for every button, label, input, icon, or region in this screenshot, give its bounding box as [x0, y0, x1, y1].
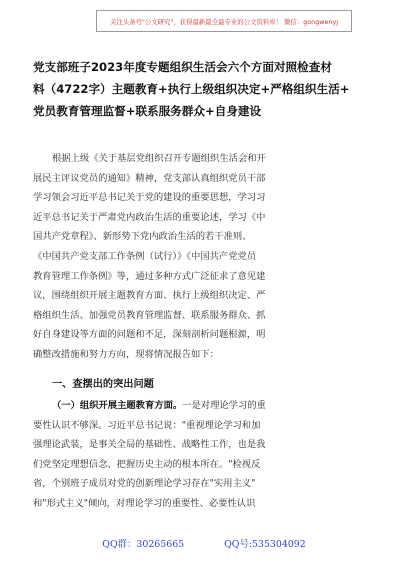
paragraph-line: 要性认识不够深。习近平总书记说："重视理论学习和加 [33, 419, 261, 431]
qq-contact-number: QQ号:535304092 [224, 539, 306, 550]
title-line: 料（4722字）主题教育+执行上级组织决定+严格组织生活+ [33, 82, 350, 96]
paragraph-line: 格组织生活、加强党员教育管理监督、联系服务群众、抓 [33, 309, 266, 321]
paragraph-line: 确整改措施和努力方向，现将情况报告如下： [33, 348, 219, 360]
paragraph-line: 好自身建设等方面的问题和不足，深刻剖析问题根源，明 [33, 329, 266, 341]
qq-group-number: QQ群：30265665 [102, 539, 185, 550]
paragraph-line: 近平总书记关于严肃党内政治生活的重要论述，学习《中 [33, 211, 266, 223]
paragraph-line: 国共产党章程》、新形势下党内政治生活的若干准则、 [33, 231, 252, 243]
paragraph-line: 议，围绕组织开展主题教育方面、执行上级组织决定、严 [33, 290, 266, 302]
section-paragraph [33, 396, 378, 514]
paragraph-line: 强理论武装，是事关全局的基础性、战略性工作，也是我 [33, 439, 266, 451]
intro-paragraph [33, 149, 378, 365]
document-title [33, 56, 378, 122]
promo-banner-text: 关注头条号"公文研究"，获得最新最全最专业的公文资料库！ 微信：gongwenyj [109, 17, 339, 26]
paragraph-line: 们党坚定理想信念、把握历史主动的根本所在。"检视反 [33, 458, 261, 470]
promo-banner [96, 10, 352, 32]
paragraph-text: 一是对理论学习的重 [182, 400, 266, 411]
paragraph-line: 学习领会习近平总书记关于党的建设的重要思想，学习习 [33, 192, 266, 204]
paragraph-line [33, 396, 378, 416]
title-line: 党支部班子2023年度专题组织生活会六个方面对照检查材 [33, 60, 332, 74]
paragraph-line: 省，个别班子成员对党的创新理论学习存在"实用主义" [33, 478, 256, 490]
sub-heading: （一）组织开展主题教育方面。 [52, 400, 183, 411]
paragraph-line: 展民主评议党员的通知》精神，党支部认真组织党员干部 [33, 172, 266, 184]
section-heading: 一、查摆出的突出问题 [52, 379, 154, 390]
title-line: 党员教育管理监督+联系服务群众+自身建设 [33, 104, 262, 118]
paragraph-line: 和"形式主义"倾向，对理论学习的重要性、必要性认识 [33, 497, 256, 509]
paragraph-line: 《中国共产党支部工作条例（试行）》《中国共产党党员 [33, 250, 257, 262]
page-footer [0, 536, 408, 550]
paragraph-line: 根据上级《关于基层党组织召开专题组织生活会和开 [52, 153, 266, 164]
paragraph-line: 教育管理工作条例》等，通过多种方式广泛征求了意见建 [33, 270, 266, 282]
